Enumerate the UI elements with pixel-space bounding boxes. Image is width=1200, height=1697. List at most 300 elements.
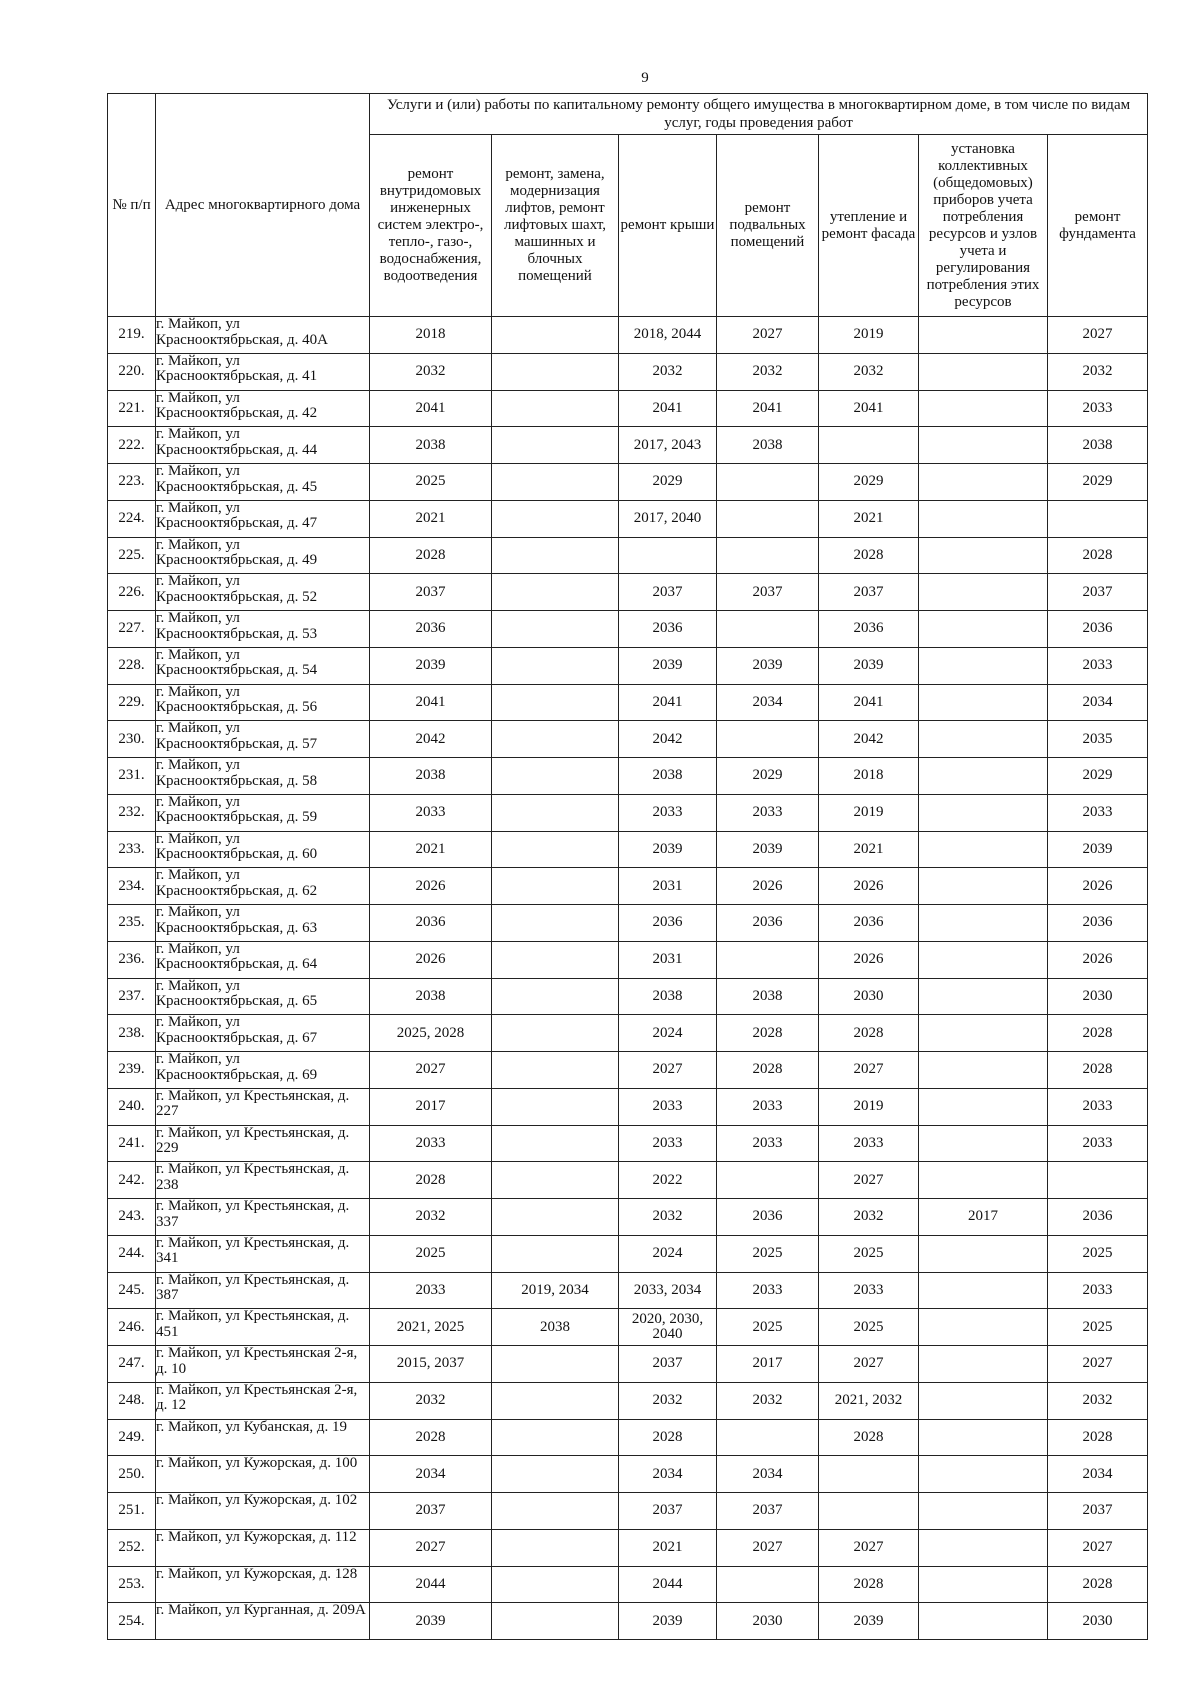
- table-row: [108, 1272, 1148, 1309]
- row-address: г. Майкоп, ул Краснооктябрьская, д. 62: [156, 868, 370, 905]
- row-service-year: [919, 1419, 1048, 1456]
- table-row: [108, 537, 1148, 574]
- row-service-year: 2028: [717, 1015, 819, 1052]
- row-number: 236.: [108, 941, 156, 978]
- row-service-year: [919, 1015, 1048, 1052]
- row-number: 248.: [108, 1382, 156, 1419]
- row-service-year: 2021: [819, 500, 919, 537]
- row-service-year: [492, 941, 619, 978]
- table-row: [108, 500, 1148, 537]
- row-number: 254.: [108, 1603, 156, 1640]
- row-service-year: 2044: [619, 1566, 717, 1603]
- row-service-year: 2015, 2037: [370, 1346, 492, 1383]
- table-row: [108, 1052, 1148, 1089]
- row-number: 250.: [108, 1456, 156, 1493]
- row-address: г. Майкоп, ул Крестьянская 2-я, д. 12: [156, 1382, 370, 1419]
- row-service-year: 2030: [1048, 1603, 1148, 1640]
- row-service-year: [1048, 1162, 1148, 1199]
- row-address: г. Майкоп, ул Крестьянская 2-я, д. 10: [156, 1346, 370, 1383]
- row-service-year: 2037: [1048, 574, 1148, 611]
- row-service-year: [919, 905, 1048, 942]
- row-service-year: [717, 1419, 819, 1456]
- row-service-year: [492, 1235, 619, 1272]
- row-service-year: 2032: [370, 353, 492, 390]
- row-address: г. Майкоп, ул Краснооктябрьская, д. 45: [156, 464, 370, 501]
- row-service-year: [492, 1162, 619, 1199]
- row-number: 222.: [108, 427, 156, 464]
- row-service-year: 2039: [819, 647, 919, 684]
- row-service-year: [492, 464, 619, 501]
- row-service-year: 2033: [1048, 794, 1148, 831]
- row-number: 229.: [108, 684, 156, 721]
- table-row: [108, 1346, 1148, 1383]
- row-service-year: 2036: [1048, 1199, 1148, 1236]
- row-service-year: 2026: [819, 868, 919, 905]
- row-service-year: 2019: [819, 317, 919, 354]
- table-row: [108, 978, 1148, 1015]
- row-service-year: 2031: [619, 868, 717, 905]
- row-service-year: [717, 1162, 819, 1199]
- row-service-year: 2027: [717, 317, 819, 354]
- row-service-year: 2037: [619, 1493, 717, 1530]
- page-number: 9: [641, 70, 649, 86]
- row-service-year: 2018: [370, 317, 492, 354]
- row-address: г. Майкоп, ул Краснооктябрьская, д. 64: [156, 941, 370, 978]
- row-service-year: 2031: [619, 941, 717, 978]
- row-service-year: 2026: [819, 941, 919, 978]
- row-service-year: 2027: [1048, 1529, 1148, 1566]
- row-address: г. Майкоп, ул Краснооктябрьская, д. 67: [156, 1015, 370, 1052]
- row-service-year: [492, 353, 619, 390]
- row-service-year: 2019, 2034: [492, 1272, 619, 1309]
- row-service-year: [919, 1456, 1048, 1493]
- row-service-year: 2026: [1048, 868, 1148, 905]
- row-service-year: 2038: [717, 427, 819, 464]
- row-address: г. Майкоп, ул Крестьянская, д. 337: [156, 1199, 370, 1236]
- row-service-year: 2044: [370, 1566, 492, 1603]
- row-service-year: [819, 1456, 919, 1493]
- row-address: г. Майкоп, ул Краснооктябрьская, д. 54: [156, 647, 370, 684]
- row-service-year: [492, 794, 619, 831]
- row-service-year: 2028: [819, 1015, 919, 1052]
- row-service-year: 2028: [819, 537, 919, 574]
- row-service-year: [919, 390, 1048, 427]
- row-service-year: [819, 1493, 919, 1530]
- row-number: 240.: [108, 1088, 156, 1125]
- header-service-elevators: ремонт, замена, модернизация лифтов, ремонт лифтовых шахт, машинных и блочных помещений: [492, 135, 619, 317]
- row-number: 244.: [108, 1235, 156, 1272]
- header-service-basement: ремонт подвальных помещений: [717, 135, 819, 317]
- row-service-year: [919, 1346, 1048, 1383]
- row-service-year: [919, 1566, 1048, 1603]
- row-service-year: 2036: [819, 905, 919, 942]
- row-number: 226.: [108, 574, 156, 611]
- row-service-year: 2029: [1048, 464, 1148, 501]
- row-service-year: [492, 317, 619, 354]
- row-service-year: [919, 427, 1048, 464]
- row-service-year: 2027: [1048, 317, 1148, 354]
- header-service-foundation: ремонт фундамента: [1048, 135, 1148, 317]
- row-service-year: [492, 1382, 619, 1419]
- row-number: 249.: [108, 1419, 156, 1456]
- row-service-year: 2038: [1048, 427, 1148, 464]
- table-row: [108, 721, 1148, 758]
- row-service-year: 2039: [370, 1603, 492, 1640]
- row-service-year: [492, 978, 619, 1015]
- row-service-year: 2034: [717, 1456, 819, 1493]
- row-service-year: 2038: [717, 978, 819, 1015]
- row-service-year: 2041: [819, 390, 919, 427]
- row-service-year: [492, 647, 619, 684]
- row-service-year: 2025: [1048, 1235, 1148, 1272]
- row-service-year: 2028: [619, 1419, 717, 1456]
- row-service-year: 2025: [819, 1235, 919, 1272]
- row-number: 237.: [108, 978, 156, 1015]
- row-service-year: [492, 684, 619, 721]
- row-service-year: 2028: [1048, 1052, 1148, 1089]
- row-service-year: [919, 1235, 1048, 1272]
- row-service-year: [919, 794, 1048, 831]
- row-number: 247.: [108, 1346, 156, 1383]
- row-service-year: [492, 1052, 619, 1089]
- row-service-year: 2025, 2028: [370, 1015, 492, 1052]
- table-row: [108, 941, 1148, 978]
- row-number: 234.: [108, 868, 156, 905]
- row-address: г. Майкоп, ул Краснооктябрьская, д. 42: [156, 390, 370, 427]
- row-address: г. Майкоп, ул Крестьянская, д. 229: [156, 1125, 370, 1162]
- row-service-year: 2017: [370, 1088, 492, 1125]
- row-service-year: 2026: [717, 868, 819, 905]
- row-service-year: [492, 427, 619, 464]
- row-service-year: [492, 721, 619, 758]
- row-service-year: [819, 427, 919, 464]
- row-service-year: [919, 317, 1048, 354]
- row-number: 245.: [108, 1272, 156, 1309]
- row-service-year: 2026: [1048, 941, 1148, 978]
- row-service-year: 2029: [619, 464, 717, 501]
- row-address: г. Майкоп, ул Краснооктябрьская, д. 63: [156, 905, 370, 942]
- row-service-year: 2032: [819, 353, 919, 390]
- row-address: г. Майкоп, ул Краснооктябрьская, д. 41: [156, 353, 370, 390]
- row-service-year: 2033, 2034: [619, 1272, 717, 1309]
- row-service-year: 2033: [370, 1272, 492, 1309]
- row-service-year: 2041: [819, 684, 919, 721]
- row-service-year: [919, 1309, 1048, 1346]
- row-service-year: 2032: [619, 353, 717, 390]
- row-service-year: [919, 758, 1048, 795]
- row-number: 220.: [108, 353, 156, 390]
- row-service-year: 2036: [1048, 611, 1148, 648]
- row-service-year: 2041: [717, 390, 819, 427]
- row-service-year: 2027: [370, 1052, 492, 1089]
- row-service-year: 2036: [717, 905, 819, 942]
- row-service-year: [717, 464, 819, 501]
- row-service-year: 2033: [370, 1125, 492, 1162]
- row-service-year: 2037: [819, 574, 919, 611]
- row-service-year: [919, 868, 1048, 905]
- row-service-year: 2032: [717, 1382, 819, 1419]
- row-service-year: [919, 1529, 1048, 1566]
- row-number: 239.: [108, 1052, 156, 1089]
- table-row: [108, 1199, 1148, 1236]
- row-service-year: [492, 1015, 619, 1052]
- header-service-meters: установка коллективных (общедомовых) приборов учета потребления ресурсов и узлов учета и регулирования потребления этих ресурсов: [919, 135, 1048, 317]
- row-address: г. Майкоп, ул Краснооктябрьская, д. 49: [156, 537, 370, 574]
- row-service-year: 2033: [1048, 1125, 1148, 1162]
- row-number: 242.: [108, 1162, 156, 1199]
- table-row: [108, 317, 1148, 354]
- row-service-year: 2033: [717, 1125, 819, 1162]
- row-service-year: [717, 611, 819, 648]
- row-service-year: [919, 500, 1048, 537]
- row-service-year: 2032: [1048, 353, 1148, 390]
- row-number: 253.: [108, 1566, 156, 1603]
- row-service-year: 2036: [717, 1199, 819, 1236]
- row-service-year: 2037: [370, 574, 492, 611]
- row-service-year: 2041: [370, 390, 492, 427]
- header-address: Адрес многоквартирного дома: [156, 94, 370, 317]
- row-address: г. Майкоп, ул Краснооктябрьская, д. 53: [156, 611, 370, 648]
- row-number: 224.: [108, 500, 156, 537]
- row-address: г. Майкоп, ул Краснооктябрьская, д. 44: [156, 427, 370, 464]
- row-service-year: 2025: [1048, 1309, 1148, 1346]
- row-service-year: [492, 390, 619, 427]
- row-service-year: 2025: [717, 1309, 819, 1346]
- row-service-year: [919, 1603, 1048, 1640]
- row-service-year: [619, 537, 717, 574]
- table-row: [108, 1456, 1148, 1493]
- row-service-year: 2038: [492, 1309, 619, 1346]
- row-service-year: 2037: [717, 1493, 819, 1530]
- row-service-year: 2041: [619, 684, 717, 721]
- row-service-year: [492, 905, 619, 942]
- row-service-year: 2032: [1048, 1382, 1148, 1419]
- row-service-year: [919, 684, 1048, 721]
- row-service-year: [717, 500, 819, 537]
- row-service-year: 2039: [1048, 831, 1148, 868]
- table-row: [108, 758, 1148, 795]
- table-row: [108, 427, 1148, 464]
- row-service-year: 2028: [1048, 1419, 1148, 1456]
- capital-repair-table: [107, 93, 1148, 1640]
- row-service-year: 2037: [1048, 1493, 1148, 1530]
- row-service-year: [492, 1088, 619, 1125]
- row-service-year: 2038: [619, 978, 717, 1015]
- row-number: 235.: [108, 905, 156, 942]
- table-row: [108, 390, 1148, 427]
- row-service-year: 2028: [370, 537, 492, 574]
- row-service-year: 2028: [1048, 1566, 1148, 1603]
- row-service-year: 2027: [819, 1346, 919, 1383]
- row-number: 231.: [108, 758, 156, 795]
- row-service-year: 2038: [619, 758, 717, 795]
- row-number: 251.: [108, 1493, 156, 1530]
- row-service-year: 2033: [619, 1125, 717, 1162]
- table-row: [108, 1493, 1148, 1530]
- row-service-year: 2033: [1048, 1088, 1148, 1125]
- row-service-year: 2042: [370, 721, 492, 758]
- row-service-year: 2029: [1048, 758, 1148, 795]
- row-address: г. Майкоп, ул Краснооктябрьская, д. 59: [156, 794, 370, 831]
- row-address: г. Майкоп, ул Краснооктябрьская, д. 57: [156, 721, 370, 758]
- row-service-year: [492, 574, 619, 611]
- row-service-year: [919, 353, 1048, 390]
- row-service-year: 2017: [717, 1346, 819, 1383]
- table-row: [108, 794, 1148, 831]
- row-service-year: 2032: [619, 1382, 717, 1419]
- row-address: г. Майкоп, ул Краснооктябрьская, д. 58: [156, 758, 370, 795]
- table-row: [108, 1162, 1148, 1199]
- row-service-year: [492, 1419, 619, 1456]
- row-address: г. Майкоп, ул Кужорская, д. 112: [156, 1529, 370, 1566]
- header-services-group: Услуги и (или) работы по капитальному ремонту общего имущества в многоквартирном доме, в том числе по видам услуг, годы проведения работ: [370, 94, 1148, 135]
- row-service-year: 2041: [619, 390, 717, 427]
- row-address: г. Майкоп, ул Краснооктябрьская, д. 69: [156, 1052, 370, 1089]
- header-service-roof: ремонт крыши: [619, 135, 717, 317]
- row-service-year: 2038: [370, 758, 492, 795]
- row-service-year: 2030: [819, 978, 919, 1015]
- row-service-year: 2019: [819, 1088, 919, 1125]
- row-service-year: 2039: [619, 831, 717, 868]
- row-service-year: 2033: [619, 794, 717, 831]
- row-service-year: [492, 831, 619, 868]
- row-service-year: 2034: [717, 684, 819, 721]
- row-service-year: 2021, 2025: [370, 1309, 492, 1346]
- row-service-year: 2039: [619, 1603, 717, 1640]
- row-service-year: [919, 464, 1048, 501]
- row-service-year: 2028: [717, 1052, 819, 1089]
- row-service-year: 2042: [619, 721, 717, 758]
- table-row: [108, 1088, 1148, 1125]
- row-service-year: [919, 574, 1048, 611]
- row-service-year: 2024: [619, 1235, 717, 1272]
- row-service-year: 2021: [370, 831, 492, 868]
- row-service-year: 2036: [619, 905, 717, 942]
- row-service-year: 2033: [1048, 1272, 1148, 1309]
- row-service-year: 2028: [1048, 537, 1148, 574]
- row-service-year: 2039: [717, 831, 819, 868]
- row-service-year: 2032: [717, 353, 819, 390]
- row-service-year: [919, 1382, 1048, 1419]
- row-service-year: [717, 1566, 819, 1603]
- row-service-year: [919, 1272, 1048, 1309]
- row-service-year: 2037: [370, 1493, 492, 1530]
- row-number: 230.: [108, 721, 156, 758]
- row-service-year: [717, 537, 819, 574]
- row-service-year: 2033: [370, 794, 492, 831]
- row-service-year: 2039: [370, 647, 492, 684]
- row-number: 219.: [108, 317, 156, 354]
- row-service-year: 2025: [370, 464, 492, 501]
- row-service-year: [919, 537, 1048, 574]
- row-service-year: 2028: [819, 1419, 919, 1456]
- row-service-year: 2017: [919, 1199, 1048, 1236]
- row-service-year: 2027: [717, 1529, 819, 1566]
- row-service-year: 2029: [717, 758, 819, 795]
- row-service-year: 2019: [819, 794, 919, 831]
- row-service-year: 2018, 2044: [619, 317, 717, 354]
- row-address: г. Майкоп, ул Кубанская, д. 19: [156, 1419, 370, 1456]
- row-service-year: [492, 1125, 619, 1162]
- row-service-year: 2018: [819, 758, 919, 795]
- row-number: 223.: [108, 464, 156, 501]
- row-service-year: 2033: [717, 1272, 819, 1309]
- row-address: г. Майкоп, ул Крестьянская, д. 451: [156, 1309, 370, 1346]
- row-service-year: [919, 978, 1048, 1015]
- row-service-year: 2021: [619, 1529, 717, 1566]
- row-address: г. Майкоп, ул Крестьянская, д. 227: [156, 1088, 370, 1125]
- row-number: 238.: [108, 1015, 156, 1052]
- row-address: г. Майкоп, ул Краснооктябрьская, д. 40А: [156, 317, 370, 354]
- row-service-year: [492, 1199, 619, 1236]
- row-service-year: [492, 611, 619, 648]
- row-number: 221.: [108, 390, 156, 427]
- row-service-year: 2028: [370, 1162, 492, 1199]
- row-service-year: 2034: [370, 1456, 492, 1493]
- row-service-year: 2030: [717, 1603, 819, 1640]
- row-address: г. Майкоп, ул Крестьянская, д. 238: [156, 1162, 370, 1199]
- row-service-year: 2036: [619, 611, 717, 648]
- row-service-year: 2027: [619, 1052, 717, 1089]
- row-service-year: 2033: [1048, 390, 1148, 427]
- row-service-year: 2033: [717, 794, 819, 831]
- row-number: 246.: [108, 1309, 156, 1346]
- row-number: 227.: [108, 611, 156, 648]
- header-service-engineering-systems: ремонт внутридомовых инженерных систем электро-, тепло-, газо-, водоснабжения, водоотведения: [370, 135, 492, 317]
- row-service-year: [919, 1162, 1048, 1199]
- row-service-year: [919, 831, 1048, 868]
- header-number: № п/п: [108, 94, 156, 317]
- row-service-year: 2033: [717, 1088, 819, 1125]
- table-row: [108, 464, 1148, 501]
- row-service-year: 2033: [1048, 647, 1148, 684]
- table-row: [108, 831, 1148, 868]
- row-service-year: 2027: [819, 1052, 919, 1089]
- table-row: [108, 353, 1148, 390]
- row-service-year: 2042: [819, 721, 919, 758]
- row-service-year: [492, 537, 619, 574]
- row-address: г. Майкоп, ул Кужорская, д. 100: [156, 1456, 370, 1493]
- row-number: 225.: [108, 537, 156, 574]
- header-service-facade: утепление и ремонт фасада: [819, 135, 919, 317]
- row-service-year: [919, 941, 1048, 978]
- row-service-year: 2028: [1048, 1015, 1148, 1052]
- row-number: 232.: [108, 794, 156, 831]
- row-service-year: 2025: [717, 1235, 819, 1272]
- row-service-year: 2037: [717, 574, 819, 611]
- row-service-year: 2039: [619, 647, 717, 684]
- row-service-year: [919, 647, 1048, 684]
- table-row: [108, 1566, 1148, 1603]
- row-service-year: 2037: [619, 574, 717, 611]
- row-service-year: 2034: [1048, 684, 1148, 721]
- table-body: [108, 317, 1148, 1640]
- table-row: [108, 1125, 1148, 1162]
- row-service-year: 2027: [819, 1529, 919, 1566]
- row-service-year: [492, 500, 619, 537]
- row-service-year: 2038: [370, 427, 492, 464]
- row-service-year: 2029: [819, 464, 919, 501]
- row-service-year: [1048, 500, 1148, 537]
- row-service-year: [492, 1456, 619, 1493]
- table-row: [108, 1309, 1148, 1346]
- row-service-year: 2038: [370, 978, 492, 1015]
- table-row: [108, 1235, 1148, 1272]
- row-address: г. Майкоп, ул Крестьянская, д. 341: [156, 1235, 370, 1272]
- row-service-year: 2017, 2040: [619, 500, 717, 537]
- table-row: [108, 1015, 1148, 1052]
- row-service-year: 2030: [1048, 978, 1148, 1015]
